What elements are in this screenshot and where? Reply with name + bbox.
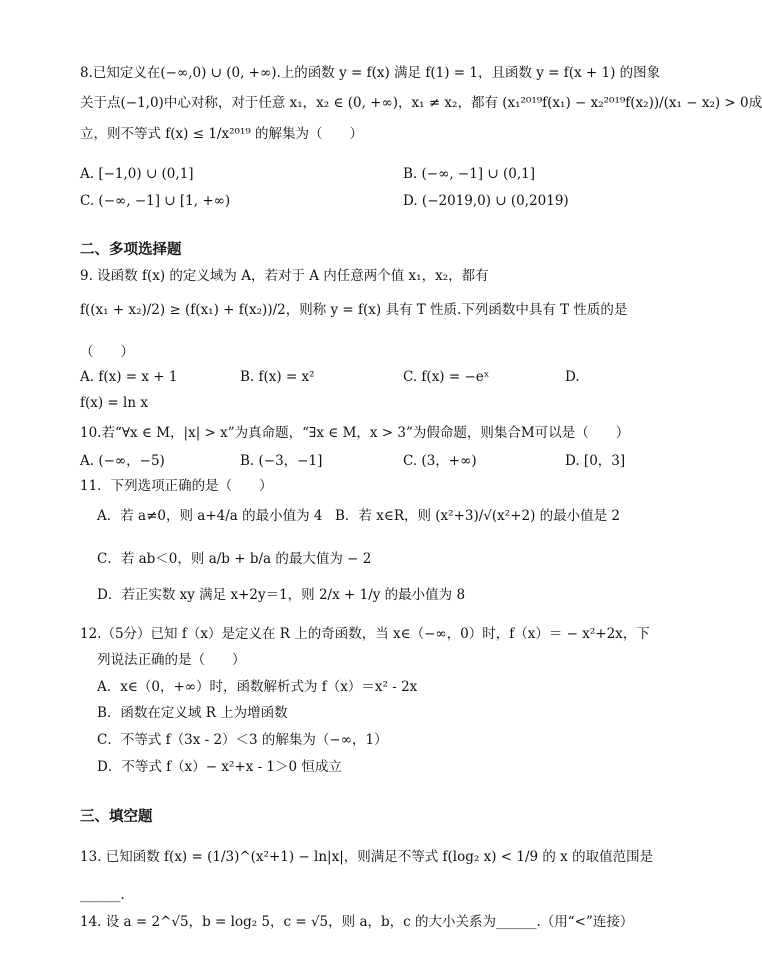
section-heading-fill-in: 三、填空题 [80, 809, 153, 825]
q12-option-b: B．函数在定义域 R 上为增函数 [97, 705, 288, 721]
q8-option-c: C. (−∞, −1] ∪ [1, +∞) [80, 193, 231, 209]
q8-option-d: D. (−2019,0) ∪ (0,2019) [403, 193, 569, 209]
q13-line2: ______. [80, 887, 125, 903]
q11-option-c: C．若 ab＜0，则 a/b + b/a 的最大值为 − 2 [97, 551, 372, 567]
q8-option-a: A. [−1,0) ∪ (0,1] [80, 166, 194, 182]
q9-option-c: C. f(x) = −eˣ [403, 369, 490, 385]
q10-option-b: B. (−3，−1] [240, 453, 323, 469]
q8-line1: 8.已知定义在(−∞,0) ∪ (0, +∞).上的函数 y = f(x) 满足 f(1) = 1，且函数 y = f(x + 1) 的图象 [80, 65, 661, 81]
q12-option-d: D．不等式 f（x）− x²+x - 1＞0 恒成立 [97, 759, 342, 775]
q12-option-a: A．x∈（0，+∞）时，函数解析式为 f（x）＝x² - 2x [97, 679, 418, 695]
q8-line3: 立，则不等式 f(x) ≤ 1/x²⁰¹⁹ 的解集为（ ） [80, 126, 364, 142]
q10-option-a: A. (−∞，−5) [80, 453, 165, 469]
q9-option-a: A. f(x) = x + 1 [80, 369, 178, 385]
q9-option-d-text: f(x) = ln x [80, 395, 148, 411]
q11-option-d: D．若正实数 xy 满足 x+2y＝1，则 2/x + 1/y 的最小值为 8 [97, 587, 466, 603]
q9-line2: f((x₁ + x₂)/2) ≥ (f(x₁) + f(x₂))/2，则称 y = f(x) 具有 T 性质.下列函数中具有 T 性质的是 [80, 302, 628, 318]
q9-line1: 9. 设函数 f(x) 的定义域为 A，若对于 A 内任意两个值 x₁，x₂，都有 [80, 268, 489, 284]
q9-line3: （ ） [80, 344, 134, 360]
q11-stem: 11．下列选项正确的是（ ） [80, 478, 273, 494]
q11-option-b: B．若 x∈R，则 (x²+3)/√(x²+2) 的最小值是 2 [335, 508, 621, 524]
q9-option-d: D. [565, 369, 580, 385]
q11-option-a: A．若 a≠0，则 a+4/a 的最小值为 4 [97, 508, 323, 524]
q10-line1: 10.若“∀x ∈ M，|x| > x”为真命题，“∃x ∈ M，x > 3”为假命题，则集合M可以是（ ） [80, 425, 630, 441]
q12-line2: 列说法正确的是（ ） [97, 652, 246, 668]
q13-line1: 13. 已知函数 f(x) = (1/3)^(x²+1) − ln|x|，则满足不等式 f(log₂ x) < 1/9 的 x 的取值范围是 [80, 849, 654, 865]
q12-option-c: C．不等式 f（3x - 2）＜3 的解集为（−∞，1） [97, 732, 388, 748]
section-heading-multiple-choice: 二、多项选择题 [80, 242, 182, 258]
q8-option-b: B. (−∞, −1] ∪ (0,1] [403, 166, 535, 182]
q8-line2: 关于点(−1,0)中心对称，对于任意 x₁，x₂ ∈ (0, +∞)，x₁ ≠ x₂，都有 (x₁²⁰¹⁹f(x₁) − x₂²⁰¹⁹f(x₂))/(x₁ − x₂) > 0成 [80, 95, 762, 111]
q10-option-c: C. (3，+∞) [403, 453, 477, 469]
q10-option-d: D. [0，3] [565, 453, 626, 469]
q12-line1: 12.（5分）已知 f（x）是定义在 R 上的奇函数，当 x∈（−∞，0）时，f（x）＝ − x²+2x，下 [80, 626, 650, 642]
q14-line1: 14. 设 a = 2^√5，b = log₂ 5，c = √5，则 a，b，c 的大小关系为______.（用“<”连接） [80, 914, 634, 930]
q9-option-b: B. f(x) = x² [240, 369, 315, 385]
